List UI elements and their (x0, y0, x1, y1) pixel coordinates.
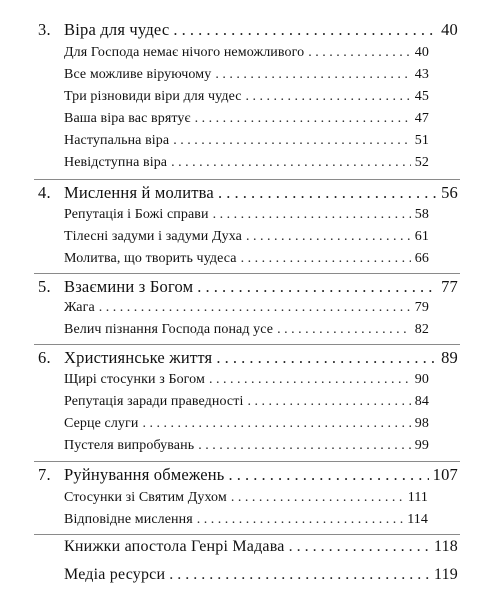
toc-entry[interactable] (64, 251, 429, 267)
toc-entry[interactable] (64, 490, 428, 506)
dot-leader (142, 416, 410, 432)
entry-title: Тілесні задуми і задуми Духа (64, 229, 242, 244)
dot-leader (246, 229, 411, 245)
toc-entry[interactable] (64, 133, 429, 149)
entry-page: 90 (414, 372, 429, 387)
entry-title: Все можливе віруючому (64, 67, 212, 82)
chapter-title: Взаємини з Богом (64, 277, 194, 296)
dot-leader (195, 111, 411, 127)
chapter-number: 4. (38, 183, 51, 202)
toc-chapter-7[interactable] (38, 465, 458, 485)
chapter-title: Руйнування обмежень (64, 465, 225, 484)
dot-leader (213, 207, 411, 223)
chapter-page: 89 (441, 348, 458, 367)
entry-page: 61 (414, 229, 429, 244)
entry-title: Пустеля випробувань (64, 438, 195, 453)
entry-title: Невідступна віра (64, 155, 168, 170)
toc-chapter-6[interactable] (38, 348, 458, 368)
toc-extra-books[interactable] (64, 538, 458, 556)
dot-leader (308, 45, 411, 61)
chapter-title: Віра для чудес (64, 20, 170, 39)
toc-extra-media[interactable] (64, 566, 458, 584)
toc-chapter-5[interactable] (38, 277, 458, 297)
dot-leader (99, 300, 411, 316)
toc-entry[interactable] (64, 67, 429, 83)
chapter-number: 6. (38, 348, 51, 367)
entry-page: 99 (414, 438, 429, 453)
dot-leader (216, 348, 437, 368)
section-divider (34, 461, 460, 462)
entry-page: 51 (414, 133, 429, 148)
dot-leader (215, 67, 410, 83)
extra-page: 119 (433, 566, 458, 583)
chapter-title: Християнське життя (64, 348, 213, 367)
chapter-title: Мислення й молитва (64, 183, 214, 202)
toc-entry[interactable] (64, 155, 429, 171)
chapter-number: 7. (38, 465, 51, 484)
section-divider (34, 344, 460, 345)
entry-page: 84 (414, 394, 429, 409)
toc-entry[interactable] (64, 394, 429, 410)
entry-title: Відповідне мислення (64, 512, 193, 527)
entry-page: 66 (414, 251, 429, 266)
toc-entry[interactable] (64, 300, 429, 316)
entry-page: 82 (414, 322, 429, 337)
entry-title: Ваша віра вас врятує (64, 111, 191, 126)
toc-chapter-3[interactable] (38, 20, 458, 40)
entry-page: 114 (407, 512, 428, 527)
toc-entry[interactable] (64, 89, 429, 105)
entry-title: Велич пізнання Господа понад усе (64, 322, 274, 337)
toc-entry[interactable] (64, 416, 429, 432)
entry-title: Репутація і Божі справи (64, 207, 209, 222)
entry-title: Серце слуги (64, 416, 139, 431)
dot-leader (247, 394, 410, 410)
dot-leader (209, 372, 411, 388)
dot-leader (198, 438, 411, 454)
extra-title: Книжки апостола Генрі Мадава (64, 538, 285, 555)
section-divider (34, 179, 460, 180)
entry-title: Наступальна віра (64, 133, 170, 148)
section-divider (34, 534, 460, 535)
dot-leader (173, 20, 437, 40)
dot-leader (231, 490, 404, 506)
toc-entry[interactable] (64, 372, 429, 388)
chapter-page: 107 (432, 465, 458, 484)
entry-page: 40 (414, 45, 429, 60)
entry-page: 52 (414, 155, 429, 170)
dot-leader (173, 133, 411, 149)
dot-leader (246, 89, 411, 105)
extra-page: 118 (433, 538, 458, 555)
toc-entry[interactable] (64, 322, 429, 338)
dot-leader (197, 512, 403, 528)
chapter-number: 5. (38, 277, 51, 296)
dot-leader (289, 538, 430, 556)
chapter-page: 40 (441, 20, 458, 39)
chapter-number: 3. (38, 20, 51, 39)
entry-title: Молитва, що творить чудеса (64, 251, 237, 266)
entry-title: Жага (64, 300, 95, 315)
section-divider (34, 273, 460, 274)
toc-chapter-4[interactable] (38, 183, 458, 203)
entry-page: 111 (407, 490, 428, 505)
toc-entry[interactable] (64, 229, 429, 245)
dot-leader (197, 277, 437, 297)
entry-page: 58 (414, 207, 429, 222)
dot-leader (241, 251, 411, 267)
toc-entry[interactable] (64, 111, 429, 127)
extra-title: Медіа ресурси (64, 566, 166, 583)
toc-entry[interactable] (64, 45, 429, 61)
entry-title: Для Господа немає нічого неможливого (64, 45, 305, 60)
chapter-page: 77 (441, 277, 458, 296)
chapter-page: 56 (441, 183, 458, 202)
entry-page: 47 (414, 111, 429, 126)
dot-leader (277, 322, 411, 338)
entry-title: Стосунки зі Святим Духом (64, 490, 227, 505)
toc-entry[interactable] (64, 512, 428, 528)
entry-title: Три різновиди віри для чудес (64, 89, 242, 104)
entry-title: Щирі стосунки з Богом (64, 372, 205, 387)
toc-entry[interactable] (64, 207, 429, 223)
entry-page: 98 (414, 416, 429, 431)
entry-page: 43 (414, 67, 429, 82)
entry-title: Репутація заради праведності (64, 394, 244, 409)
entry-page: 79 (414, 300, 429, 315)
dot-leader (171, 155, 411, 171)
dot-leader (218, 183, 437, 203)
entry-page: 45 (414, 89, 429, 104)
dot-leader (229, 465, 429, 485)
toc-entry[interactable] (64, 438, 429, 454)
dot-leader (169, 566, 430, 584)
